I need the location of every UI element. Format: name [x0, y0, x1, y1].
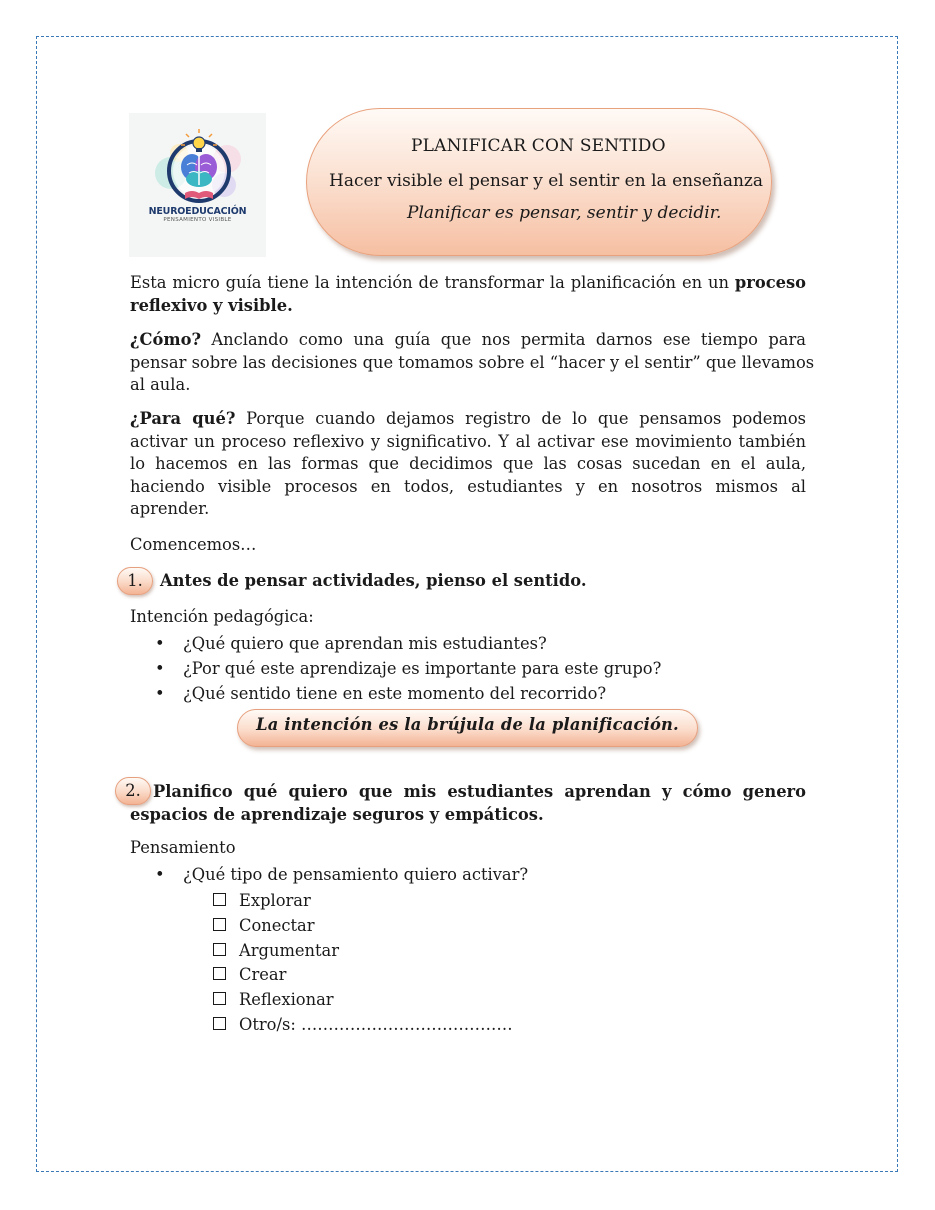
section-1-callout: La intención es la brújula de la planificación.	[237, 709, 698, 747]
banner-motto: Planificar es pensar, sentir y decidir.	[407, 203, 722, 223]
section-2-number-badge: 2.	[115, 777, 151, 805]
section-1-question-3	[155, 683, 606, 705]
section-1-number-badge: 1.	[117, 567, 153, 595]
section-2-question	[155, 864, 528, 886]
option-label: Conectar	[239, 916, 315, 935]
checkbox-icon[interactable]	[213, 893, 226, 906]
banner-title: PLANIFICAR CON SENTIDO	[411, 136, 666, 156]
section-1-title: Antes de pensar actividades, pienso el sentido.	[160, 571, 587, 590]
option-explorar[interactable]	[213, 890, 311, 912]
logo-title: NEUROEDUCACIÓN	[148, 206, 247, 217]
checkbox-icon[interactable]	[213, 992, 226, 1005]
title-banner	[306, 108, 772, 256]
intro-bold-2: reflexivo y visible.	[130, 295, 293, 315]
option-label: Argumentar	[239, 941, 340, 960]
bullet-icon: •	[155, 634, 165, 653]
brain-lightbulb-icon	[129, 113, 266, 257]
option-crear[interactable]	[213, 964, 286, 986]
option-otros[interactable]	[213, 1014, 513, 1036]
bullet-icon: •	[155, 659, 165, 678]
para-que-text-1: Porque cuando dejamos registro de lo que pensamos podemos	[235, 409, 807, 428]
question-text: ¿Qué sentido tiene en este momento del recorrido?	[183, 684, 607, 703]
section-2-title-line-2: espacios de aprendizaje seguros y empáticos.	[130, 804, 544, 824]
como-line-2: pensar sobre las decisiones que tomamos sobre el “hacer y el sentir” que llevamos	[130, 352, 815, 372]
checkbox-icon[interactable]	[213, 943, 226, 956]
option-reflexionar[interactable]	[213, 989, 334, 1011]
para-que-line-5: aprender.	[130, 499, 210, 518]
para-que-line-3: lo hacemos en las formas que decidimos que las cosas sucedan en el aula,	[130, 454, 806, 473]
intro-line-2	[130, 295, 806, 318]
como-line-1	[130, 329, 806, 352]
question-text: ¿Qué quiero que aprendan mis estudiantes?	[183, 634, 547, 653]
checkbox-icon[interactable]	[213, 918, 226, 931]
neuroeducacion-logo	[129, 113, 266, 257]
option-conectar[interactable]	[213, 915, 315, 937]
section-1-subheading: Intención pedagógica:	[130, 607, 314, 626]
option-label: Explorar	[239, 891, 311, 910]
para-que-label: ¿Para qué?	[130, 409, 236, 428]
intro-bold-1: proceso	[734, 273, 806, 292]
bullet-icon: •	[155, 684, 165, 703]
option-label: Reflexionar	[239, 990, 334, 1009]
como-paragraph	[130, 329, 815, 397]
para-que-line-2: activar un proceso reflexivo y significativo. Y al activar ese movimiento también	[130, 431, 806, 451]
section-2-subheading: Pensamiento	[130, 838, 236, 857]
option-label: Crear	[239, 965, 287, 984]
checkbox-icon[interactable]	[213, 1017, 226, 1030]
como-line-3: al aula.	[130, 375, 191, 394]
banner-subtitle: Hacer visible el pensar y el sentir en la enseñanza	[329, 171, 763, 191]
section-1-question-1	[155, 633, 547, 655]
question-text: ¿Por qué este aprendizaje es importante para este grupo?	[183, 659, 662, 678]
option-label: Otro/s: …………………………………	[239, 1015, 513, 1034]
para-que-paragraph	[130, 408, 806, 521]
como-text-1: Anclando como una guía que nos permita darnos ese tiempo para	[200, 330, 806, 349]
question-text: ¿Qué tipo de pensamiento quiero activar?	[183, 865, 529, 884]
checkbox-icon[interactable]	[213, 967, 226, 980]
section-2-title-line-1: Planifico qué quiero que mis estudiantes aprendan y cómo genero	[153, 782, 806, 801]
bullet-icon: •	[155, 865, 165, 884]
option-argumentar[interactable]	[213, 940, 339, 962]
logo-subtitle: PENSAMIENTO VISIBLE	[163, 217, 232, 223]
intro-text: Esta micro guía tiene la intención de transformar la planificación en un	[130, 273, 735, 292]
para-que-line-1	[130, 408, 806, 431]
section-2-title	[130, 781, 806, 826]
section-1-question-2	[155, 658, 661, 680]
para-que-line-4: haciendo visible procesos en todos, estudiantes y en nosotros mismos al	[130, 476, 806, 496]
como-label: ¿Cómo?	[130, 330, 201, 349]
comencemos-text: Comencemos…	[130, 535, 257, 554]
intro-paragraph	[130, 272, 806, 317]
intro-line-1	[130, 272, 806, 295]
